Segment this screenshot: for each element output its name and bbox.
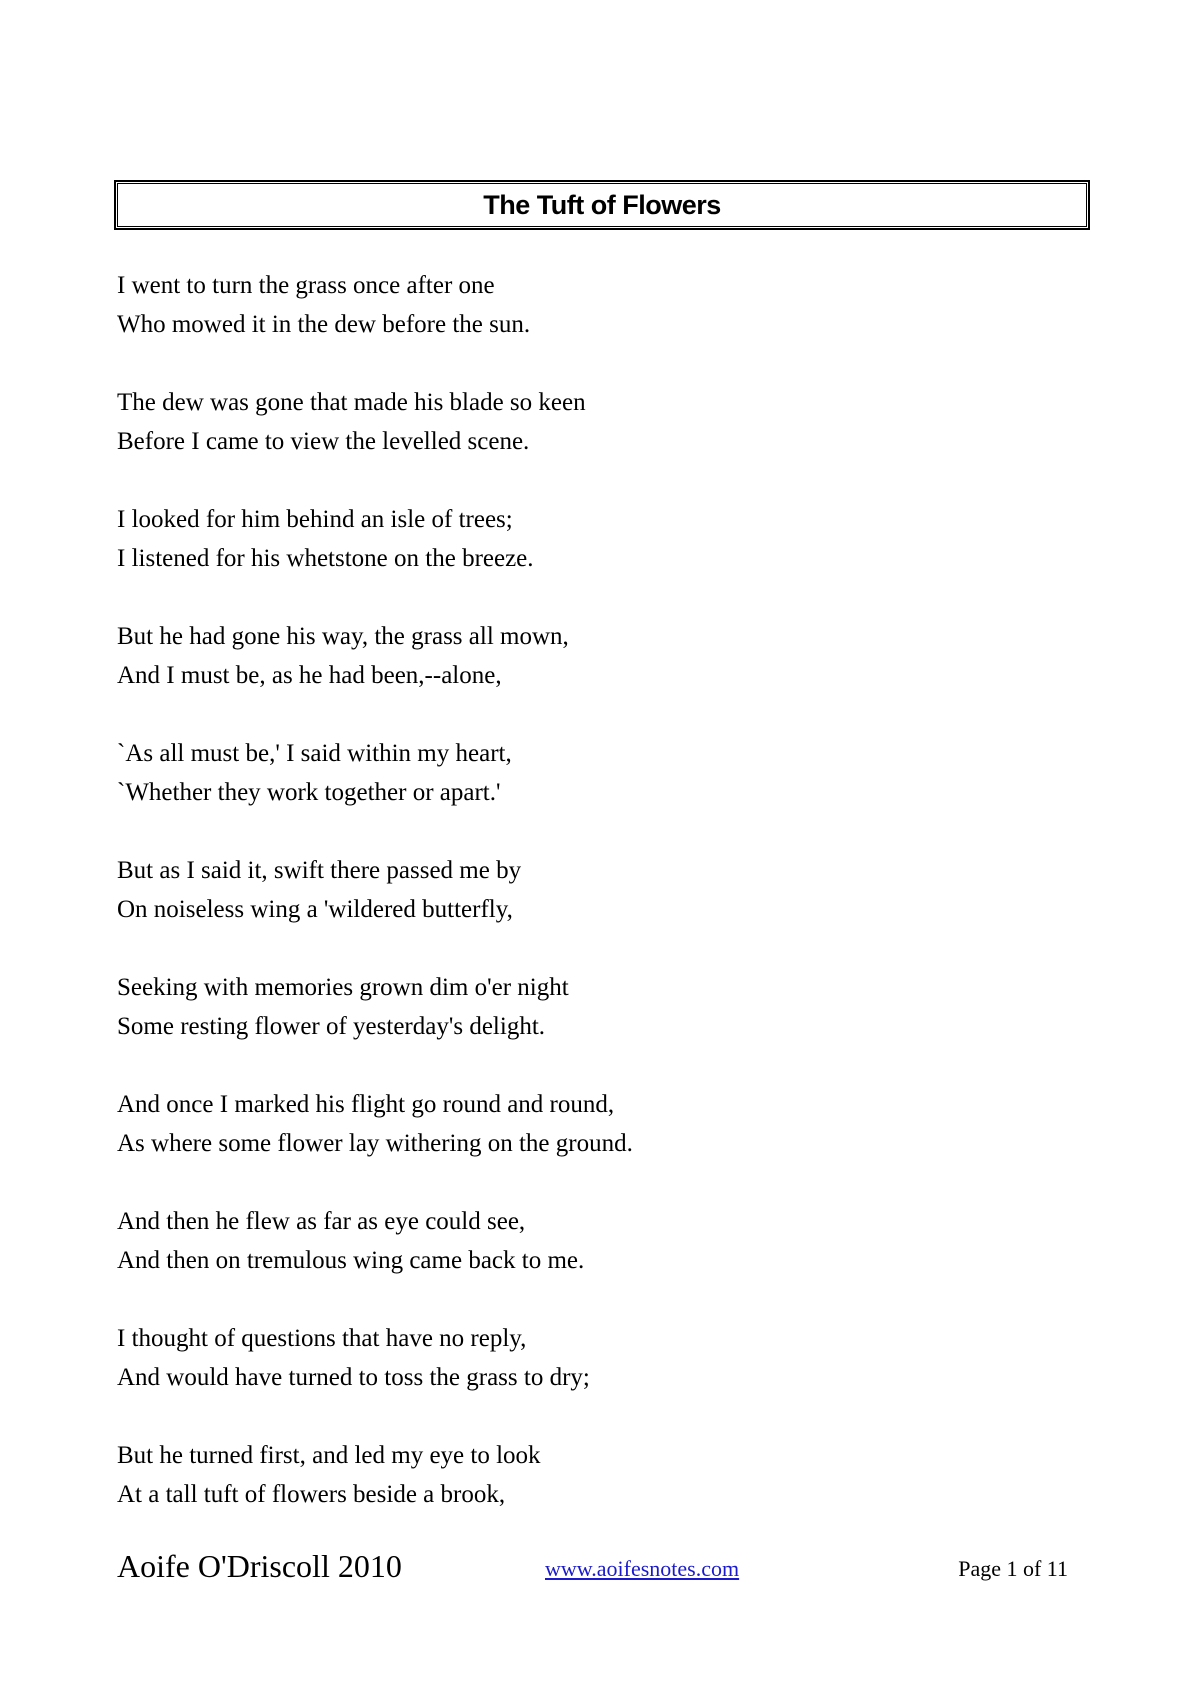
poem-line: Seeking with memories grown dim o'er night [117,974,569,1001]
stanza [117,1202,1077,1280]
poem-line: Some resting flower of yesterday's delight. [117,1013,546,1040]
poem-line: But he turned first, and led my eye to look [117,1442,541,1469]
stanza [117,1319,1077,1397]
poem-line: `As all must be,' I said within my heart, [117,740,512,767]
footer-website-link[interactable]: www.aoifesnotes.com [545,1556,740,1581]
page-title: The Tuft of Flowers [483,189,721,220]
footer-author: Aoife O'Driscoll 2010 [117,1548,402,1584]
poem-line: The dew was gone that made his blade so keen [117,389,586,416]
poem-line: And would have turned to toss the grass to dry; [117,1364,590,1391]
poem-line: But he had gone his way, the grass all mown, [117,623,569,650]
poem-line: And then on tremulous wing came back to me. [117,1247,585,1274]
stanza [117,734,1077,812]
poem-line: But as I said it, swift there passed me by [117,857,522,884]
poem-line: `Whether they work together or apart.' [117,779,501,806]
stanza [117,1436,1077,1514]
poem-line: Before I came to view the levelled scene. [117,428,530,455]
title-box [114,180,1090,230]
poem-line: As where some flower lay withering on the ground. [117,1130,633,1157]
poem-line: On noiseless wing a 'wildered butterfly, [117,896,513,923]
stanza [117,1085,1077,1163]
stanza [117,617,1077,695]
poem-line: I thought of questions that have no reply, [117,1325,527,1352]
poem-line: And once I marked his flight go round and round, [117,1091,615,1118]
page-footer [117,1548,1077,1588]
stanza [117,500,1077,578]
poem-line: At a tall tuft of flowers beside a brook, [117,1481,506,1508]
poem-body [117,266,1077,1553]
poem-line: And I must be, as he had been,--alone, [117,662,502,689]
poem-line: Who mowed it in the dew before the sun. [117,311,531,338]
stanza [117,266,1077,344]
poem-line: I listened for his whetstone on the breeze. [117,545,534,572]
stanza [117,383,1077,461]
stanza [117,851,1077,929]
poem-line: And then he flew as far as eye could see, [117,1208,526,1235]
poem-line: I went to turn the grass once after one [117,272,495,299]
stanza [117,968,1077,1046]
poem-line: I looked for him behind an isle of trees; [117,506,513,533]
page-number: Page 1 of 11 [958,1556,1068,1581]
